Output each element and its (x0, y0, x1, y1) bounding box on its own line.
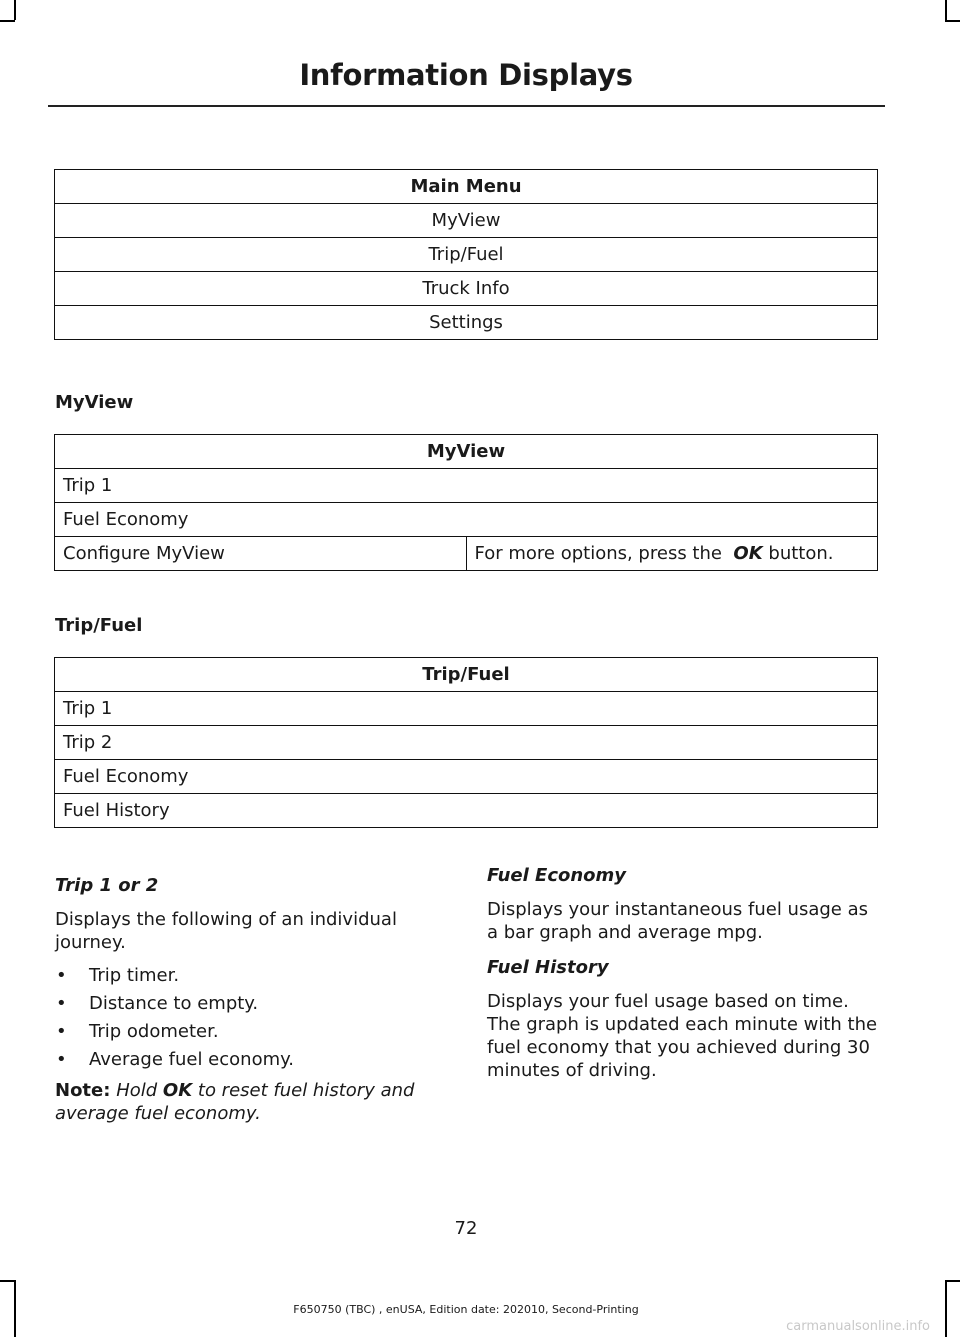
edition-footer: F650750 (TBC) , enUSA, Edition date: 202010, Second-Printing (293, 1303, 639, 1316)
ok-key-label: OK (733, 543, 763, 564)
bullet-item (55, 1020, 427, 1048)
detail-text: button. (768, 543, 834, 564)
main-menu-row: MyView (55, 204, 878, 238)
main-menu-table (54, 169, 878, 340)
fuel-history-heading: Fuel History (487, 957, 609, 978)
title-divider (48, 105, 885, 107)
detail-text: For more options, press the (474, 543, 722, 564)
myview-row-detail (466, 537, 878, 571)
left-column (55, 874, 427, 1125)
bullet-text: Average fuel economy. (89, 1049, 294, 1070)
fuel-economy-heading: Fuel Economy (487, 865, 627, 886)
watermark: carmanualsonline.info (786, 1319, 930, 1334)
bullet-item (55, 964, 427, 992)
crop-mark (945, 1280, 947, 1337)
right-column (487, 864, 881, 1082)
main-menu-row: Truck Info (55, 272, 878, 306)
fuel-economy-text: Displays your instantaneous fuel usage as a bar graph and average mpg. (487, 899, 869, 943)
tripfuel-table (54, 657, 878, 828)
main-menu-row: Trip/Fuel (55, 238, 878, 272)
bullet-icon: • (56, 993, 67, 1014)
bullet-text: Trip timer. (89, 965, 180, 986)
trip-intro-text: Displays the following of an individual journey. (55, 909, 397, 953)
tripfuel-row: Fuel History (55, 794, 878, 828)
tripfuel-table-header: Trip/Fuel (55, 658, 878, 692)
note-text: to reset fuel history and average fuel economy. (55, 1080, 415, 1124)
bullet-icon: • (56, 965, 67, 986)
trip-bullet-list (55, 964, 427, 1076)
myview-row: Trip 1 (55, 469, 878, 503)
bullet-icon: • (56, 1021, 67, 1042)
tripfuel-heading: Trip/Fuel (55, 615, 143, 636)
crop-mark (0, 20, 15, 22)
fuel-history-text: Displays your fuel usage based on time. The graph is updated each minute with the fuel economy that you achieved during 30 minutes of driving. (487, 991, 878, 1081)
main-menu-table-header: Main Menu (55, 170, 878, 204)
note-label: Note: (55, 1080, 111, 1101)
bullet-text: Trip odometer. (89, 1021, 219, 1042)
main-menu-row: Settings (55, 306, 878, 340)
crop-mark (945, 0, 947, 20)
note-paragraph (55, 1079, 427, 1125)
page-title: Information Displays (299, 58, 633, 92)
myview-table (54, 434, 878, 571)
tripfuel-row: Trip 2 (55, 726, 878, 760)
tripfuel-row: Fuel Economy (55, 760, 878, 794)
crop-mark (0, 1280, 15, 1282)
bullet-item (55, 992, 427, 1020)
ok-key-label: OK (162, 1080, 193, 1101)
note-text: Hold (116, 1080, 158, 1101)
myview-row: Fuel Economy (55, 503, 878, 537)
crop-mark (945, 20, 960, 22)
myview-heading: MyView (55, 392, 134, 413)
page-number: 72 (454, 1218, 478, 1239)
myview-row: Configure MyView (55, 537, 467, 571)
crop-mark (14, 0, 16, 20)
bullet-icon: • (56, 1049, 67, 1070)
bullet-text: Distance to empty. (89, 993, 259, 1014)
tripfuel-row: Trip 1 (55, 692, 878, 726)
myview-table-header: MyView (55, 435, 878, 469)
trip-1-or-2-heading: Trip 1 or 2 (55, 875, 159, 896)
bullet-item (55, 1048, 427, 1076)
crop-mark (945, 1280, 960, 1282)
